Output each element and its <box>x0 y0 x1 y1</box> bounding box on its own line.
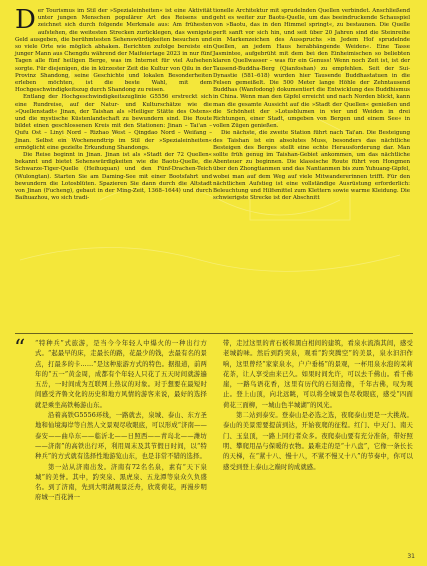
paragraph: 第二站到泰安。登泰山是必选之选，夜爬泰山更是一大挑战。泰山的美景需要提前到达，开始夜爬的征程。红门、中天门、南天门、玉皇顶，一路上同行者众多。夜爬泰山要有充分准备，带好照明、攀爬用品与保暖的衣物。最难走的是“十八盘”，它像一条长长的天梯，在“紧十八、慢十八，不紧不慢又十八”的节奏中，你可以感受到登上泰山之巅时的成就感。 <box>223 412 413 471</box>
quote-mark-icon: “ <box>14 336 26 361</box>
drop-cap: D <box>15 5 36 35</box>
paragraph: 沿着高铁G5556环线，一路就去，泉城、泰山、东方圣地和仙境海岸等自然人文景观尽收眼底，可以形成“济南——泰安——曲阜东——临沂北——日照西——青岛北——潍坊——济南”的高铁出行环，利用周末及其节假日时间，以“特种兵”的方式就有选择性地游览山东，也是非常不错的选择。 <box>35 412 207 461</box>
paragraph: 第一站从济南出发。济南有72名名泉，素有“天下泉城”的美誉。其中，趵突泉、黑虎泉、五龙潭等泉众久负盛名。到了济南，先到大明湖观景泛舟，欣赏荷花，再漫步明府城一百花洲一 <box>35 463 207 502</box>
paragraph: tionelle Architektur mit sprudelnden Quellen verbindet. Anschließend geht es weiter zur Baotu-Quelle, um das beeindruckende Schauspiel von »Baotu, das in den Himmel springt«, zu bestaunen. Die Quelle perlt sanft vor sich hin, und seit über 20 Jahren sind die Steinreihe ein Markenzeichen des Ausspruchs »in Jedem Hof sprudelnde Quellen, an jedem Haus herabhängende Weiden«. Eine Tasse Jasmintee, aufgebrüht mit dem bei den Einheimischen so beliebten klaren Quellwasser – was für ein Genuss! Wenn noch Zeit ist, ist der Tausend-Buddha-Berg (Qianfoshan) zu empfehlen. Seit der Sui-Dynastie (581–618) wurden hier Tausende Buddhastatuen in die Felsen gemeißelt. Die 500 Meter lange Höhle der Zehntausend Buddhas (Wanfodong) dokumentiert die Entwicklung des Buddhismus in China. Wenn man den Gipfel erreicht und nach Norden blickt, kann man die gesamte Aussicht auf die »Stadt der Quellen« genießen und die Schönheit der »Lotusblumen in vier und Weiden in drei Richtungen, einer Stadt, umgeben von Bergen und einem See« in vollen Zügen genießen. <box>213 8 410 130</box>
page-number: 31 <box>407 553 415 560</box>
german-column-right <box>213 8 410 202</box>
chinese-column-right <box>223 339 413 473</box>
chinese-column-left <box>14 336 207 504</box>
section-divider <box>15 333 413 334</box>
paragraph: “特种兵”式旅游，是当今今年轻人中爆火的一种出行方式。“起最早的床，走最长的路，花最少的钱，去最有名的景点，打最多的卡……”是这种旅游方式的特色。据报道，前两年的“五一”黄金周，成都有个年轻人只花了五天时间就游遍五岳，一时间成为互联网上热议的对象。对于想要在最短时间感受齐鲁文化的历史和地方风情的游客来说，最好的选择就是乘坐高铁畅游山东。 <box>35 340 207 409</box>
german-column-left <box>15 5 212 202</box>
paragraph: Entlang der Hochgeschwindigkeitszuglinie G5556 erstreckt sich eine Rundreise, auf der Natur- und Kulturschätze wie die »Quellenstadt« Jinan, der Taishan als »Heiliger Stätte des Ostens« und die mystische Küstenlandschaft zu bewundern sind. Die Route bildet einen geschlossenen Kreis mit den Stationen: Jinan – Tai'an – Qufu Ost – Linyi Nord – Rizhao West – Qingdao Nord – Weifang – Jinan. Selbst ein Wochenendtrip im Stil der »Spezialeinheiten« ermöglicht eine gezielte Erkundung Shandongs. <box>15 94 212 151</box>
paragraph-text: er Tourismus im Stil der »Spezialeinheiten« ist eine Aktivität unter jungen Menschen populärer Art des Reisens und zeichnet sich durch folgende Merkmale aus: Am frühesten aufstehen, die weitesten Strecken zurücklegen, das wenigste Geld ausgeben, die berühmtesten Sehenswürdigkeiten besuchen und so viele Orte wie möglich abhaken. Berichten zufolge bereiste ein junger Mann aus Chengdu während der Maifeiertage 2023 in nur fünf Tagen alle fünf heiligen Berge, was im Internet für viel Aufsehen sorgte. Für diejenigen, die in kürzester Zeit die Kultur von Qilu in der Provinz Shandong, seine Geschichte und lokalen Besonderheiten erleben möchten, ist die beste Wahl, mit dem Hochgeschwindigkeitszug durch Shandong zu reisen. <box>15 8 212 94</box>
paragraph: 带，走过这里的青石板和黑白相间的建筑，看泉水流淌其间，感受老城韵味。然后到趵突泉，观看“趵突腾空”的美景，泉水汩汩作响，这里曾经“家家泉水，户户垂杨”的景观，一杯用泉水泡的茉莉花茶，让人享受由来已久。如果时间允许，可以去千佛山。看千佛崖，一路鸟语花香，这里有历代的石刻造像，千年古佛，叹为观止。登上山顶，向北远眺，可以将全城景色尽收眼底，感受“四面荷花三面柳，一城山色半城湖”的风光。 <box>223 340 413 409</box>
paragraph: Die nächste, die zweite Station führt nach Tai'an. Die Besteigung des Taishan ist ein absolutes Muss, besonders das nächtliche Besteigen des Berges stellt eine echte Herausforderung dar. Man sollte früh genug im Taishan-Gebiet ankommen, um das nächtliche Abenteuer zu beginnen. Die klassische Route führt von Hongmen über den Zhongtianmen und das Nantianmen bis zum Yuhuang-Gipfel, wobei man auf dem Weg auf viele Mitwandererinnen trifft. Für den nächtlichen Aufstieg ist eine vollständige Ausrüstung erforderlich: Beleuchtung und Hilfsmittel zum Klettern sowie warme Kleidung. Die schwierigste Strecke ist der Abschnitt <box>213 130 410 202</box>
paragraph: Die Reise beginnt in Jinan. Jinan ist als »Stadt der 72 Quellen« bekannt und bietet Sehenswürdigkeiten wie die Baotu-Quelle, die Schwarze-Tiger-Quelle (Heihuquan) und den Fünf-Drachen-Teich (Wulongtan). Starten Sie am Daming-See mit einer Bootsfahrt und bewundern die Lotosblüten. Spazieren Sie dann durch die Altstadt von Jinan (Fucheng), gebaut in der Ming-Zeit, 1368–1644) und durch Baihuazhou, wo sich tradi- <box>15 152 212 202</box>
paragraph-intro <box>15 5 212 94</box>
